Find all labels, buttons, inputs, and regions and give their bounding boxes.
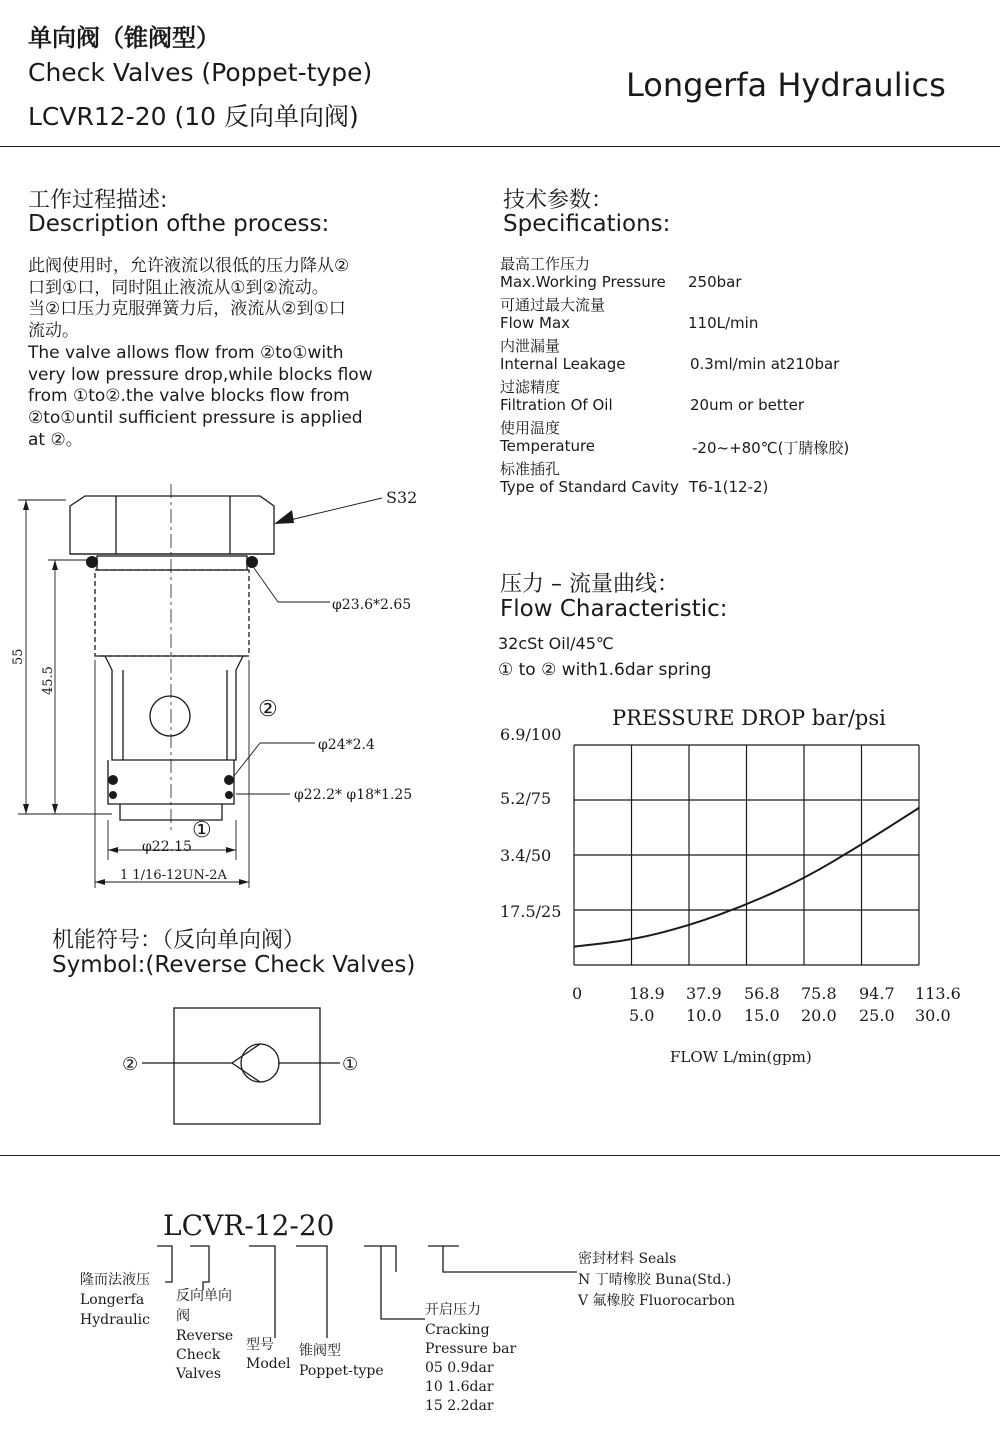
- seals-heading: 密封材料 Seals: [578, 1251, 677, 1267]
- brand-name: Longerfa Hydraulics: [626, 66, 946, 104]
- pressure-flow-chart: [490, 695, 990, 1075]
- spec-label-cn: 使用温度: [500, 419, 561, 437]
- x-tick-label-gpm: 25.0: [859, 1006, 895, 1025]
- description-line: 当②口压力克服弹簧力后，液流从②到①口: [28, 299, 346, 320]
- description-line: ②to①until sufficient pressure is applied: [28, 407, 363, 428]
- spec-heading-cn: 技术参数：: [503, 188, 614, 213]
- x-tick-label: 0: [572, 984, 583, 1003]
- header-divider: [0, 146, 1000, 147]
- maker-en-1: Longerfa: [80, 1292, 145, 1308]
- spec-label-cn: 过滤精度: [500, 378, 561, 396]
- label-oring-1: φ23.6*2.65: [332, 597, 412, 613]
- x-tick-label: 113.6: [915, 984, 961, 1003]
- poppet-en: Poppet-type: [299, 1363, 384, 1379]
- description-text: [28, 256, 428, 451]
- description-line: very low pressure drop,while blocks flow: [28, 364, 373, 385]
- ordering-divider: [0, 1155, 1000, 1156]
- chart-xlabel: FLOW L/min(gpm): [670, 1048, 812, 1066]
- spec-label-cn: 标准插孔: [500, 460, 561, 478]
- description-line: 口到①口，同时阻止液流从①到②流动。: [28, 277, 329, 298]
- cracking-option: 05 0.9dar: [425, 1360, 494, 1376]
- spec-label-en: Flow Max: [500, 314, 571, 332]
- y-tick-label: 5.2/75: [500, 789, 552, 808]
- reverse-cn-2: 阀: [176, 1308, 190, 1324]
- label-dim-45: 45.5: [41, 666, 56, 695]
- maker-cn: 隆而法液压: [80, 1272, 150, 1288]
- spec-value: 110L/min: [688, 314, 759, 332]
- symbol-port-right: ①: [342, 1054, 359, 1075]
- spec-label-cn: 内泄漏量: [500, 337, 561, 355]
- seal-option-n: N 丁晴橡胶 Buna(Std.): [578, 1272, 732, 1288]
- order-code: LCVR-12-20: [163, 1209, 335, 1242]
- hex-nut: [70, 496, 274, 554]
- model-title: LCVR12-20 (10 反向单向阀): [28, 102, 359, 131]
- chart-title: PRESSURE DROP bar/psi: [612, 706, 886, 730]
- x-tick-label: 75.8: [801, 984, 837, 1003]
- description-heading-en: Description ofthe process:: [28, 211, 330, 237]
- label-diameter: φ22.15: [142, 839, 192, 855]
- description-line: 此阀使用时，允许液流以很低的压力降从②: [28, 256, 350, 276]
- label-s32: S32: [386, 488, 418, 507]
- x-tick-label-gpm: 20.0: [801, 1006, 837, 1025]
- thread-section: [95, 570, 249, 656]
- label-thread: 1 1/16-12UN-2A: [120, 868, 227, 883]
- spec-label-en: Internal Leakage: [500, 355, 626, 373]
- spec-heading-en: Specifications:: [503, 211, 671, 237]
- x-tick-label-gpm: 30.0: [915, 1006, 951, 1025]
- oil-spec: 32cSt Oil/45℃: [498, 634, 614, 653]
- cracking-en-2: Pressure bar: [425, 1341, 517, 1357]
- y-tick-label: 17.5/25: [500, 902, 562, 921]
- spec-value: 250bar: [688, 273, 742, 291]
- x-tick-label: 56.8: [744, 984, 780, 1003]
- cracking-option: 15 2.2dar: [425, 1398, 494, 1414]
- valve-drawing: [0, 470, 480, 900]
- reverse-en-3: Valves: [176, 1366, 222, 1382]
- flow-heading-cn: 压力 – 流量曲线：: [500, 572, 679, 597]
- spec-label-cn: 可通过最大流量: [500, 296, 606, 314]
- description-line: The valve allows flow from ②to①with: [28, 342, 344, 363]
- y-tick-label: 6.9/100: [500, 725, 562, 744]
- label-port-1: ①: [192, 818, 212, 843]
- spec-label-en: Type of Standard Cavity: [500, 478, 679, 496]
- cracking-cn: 开启压力: [425, 1302, 481, 1318]
- cracking-option: 10 1.6dar: [425, 1379, 494, 1395]
- spec-label-en: Temperature: [500, 437, 596, 455]
- seal-option-v: V 氟橡胶 Fluorocarbon: [578, 1293, 736, 1309]
- x-tick-label-gpm: 10.0: [686, 1006, 722, 1025]
- description-line: from ①to②.the valve blocks flow from: [28, 386, 350, 407]
- description-line: at ②。: [28, 429, 83, 450]
- spec-label-en: Filtration Of Oil: [500, 396, 613, 414]
- label-oring-3: φ22.2* φ18*1.25: [294, 787, 413, 803]
- x-tick-label: 18.9: [629, 984, 665, 1003]
- spec-value: 20um or better: [690, 396, 804, 414]
- check-valve-symbol: [110, 1000, 390, 1130]
- label-oring-2: φ24*2.4: [318, 737, 375, 753]
- ordering-code: [0, 1200, 1000, 1431]
- x-tick-label: 94.7: [859, 984, 895, 1003]
- model-cn: 型号: [246, 1337, 274, 1353]
- symbol-port-left: ②: [122, 1054, 139, 1075]
- title-en: Check Valves (Poppet-type): [28, 58, 373, 87]
- model-en: Model: [246, 1356, 291, 1372]
- symbol-heading-en: Symbol:(Reverse Check Valves): [52, 952, 416, 978]
- symbol-heading-cn: 机能符号：（反向单向阀）: [52, 928, 306, 953]
- spring-spec: ① to ② with1.6dar spring: [498, 660, 712, 680]
- title-cn: 单向阀（锥阀型）: [28, 24, 220, 52]
- spec-label-cn: 最高工作压力: [500, 255, 591, 273]
- reverse-en-1: Reverse: [176, 1328, 234, 1344]
- spec-value: -20~+80℃(丁腈橡胶): [692, 439, 850, 457]
- flow-heading-en: Flow Characteristic:: [500, 596, 728, 622]
- port-hole: [150, 696, 190, 736]
- maker-en-2: Hydraulic: [80, 1312, 150, 1328]
- label-dim-55: 55: [11, 648, 26, 665]
- label-port-2: ②: [258, 697, 278, 722]
- reverse-cn-1: 反向单向: [176, 1288, 232, 1304]
- spec-value: 0.3ml/min at210bar: [690, 355, 840, 373]
- cracking-en-1: Cracking: [425, 1322, 490, 1338]
- description-line: 流动。: [28, 321, 79, 342]
- spec-label-en: Max.Working Pressure: [500, 273, 666, 291]
- poppet-cn: 锥阀型: [299, 1343, 341, 1359]
- description-heading-cn: 工作过程描述:: [28, 188, 168, 213]
- x-tick-label: 37.9: [686, 984, 722, 1003]
- spec-value: T6-1(12-2): [689, 478, 769, 496]
- y-tick-label: 3.4/50: [500, 846, 552, 865]
- reverse-en-2: Check: [176, 1347, 221, 1363]
- x-tick-label-gpm: 5.0: [629, 1006, 655, 1025]
- x-tick-label-gpm: 15.0: [744, 1006, 780, 1025]
